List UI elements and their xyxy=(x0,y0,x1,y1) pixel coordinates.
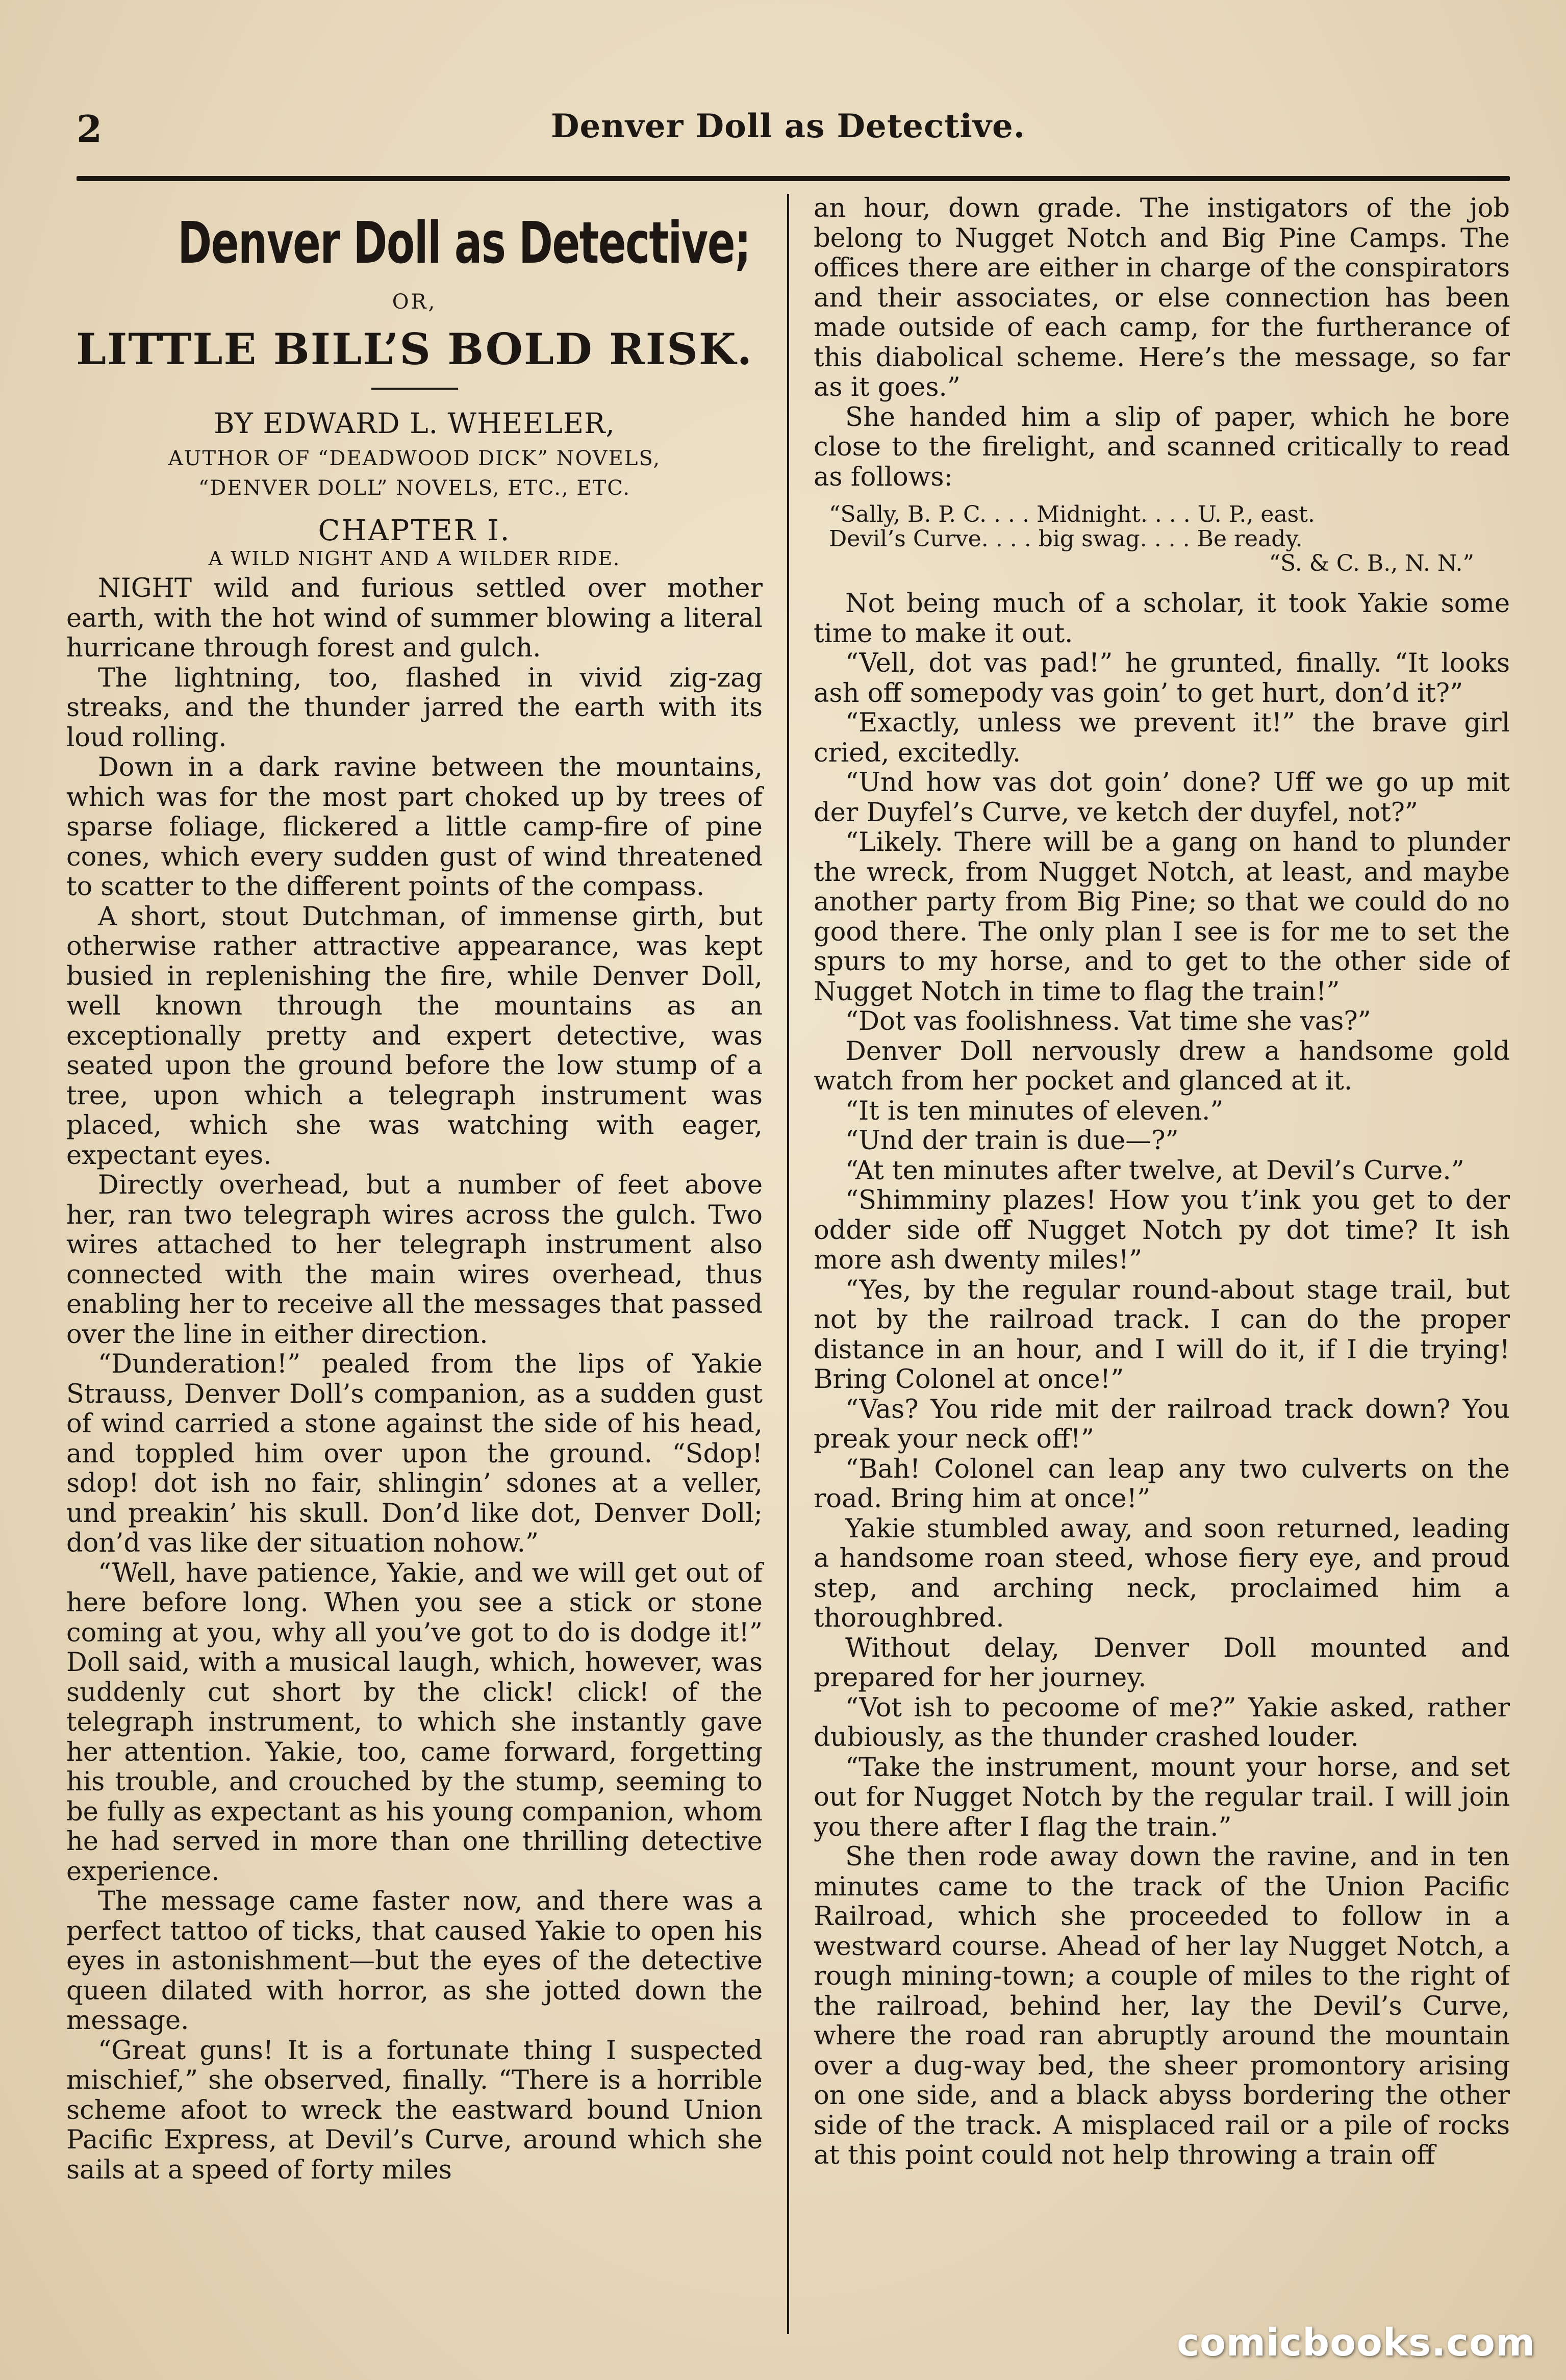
author-credit-line-2: “DENVER DOLL” NOVELS, ETC., ETC. xyxy=(198,476,631,500)
running-head xyxy=(71,107,1505,153)
left-column xyxy=(66,194,778,2334)
author-credit xyxy=(66,444,763,503)
telegram-signature: “S. & C. B., N. N.” xyxy=(1269,550,1474,576)
paragraph: She then rode away down the ravine, and in ten minutes came to the track of the Union Pacific Railroad, which she proceeded to follow in a westward course. Ahead of her lay Nugget Notch, a rough mining-town; a couple of miles to the right of the railroad, behind her, lay the Devil’s Curve, where the road ran abruptly around the mountain over a dug-way bed, the sheer promontory arising on one side, and a black abyss bordering the other side of the track. A misplaced rail or a pile of rocks at this point could not help throwing a train off xyxy=(814,1842,1510,2170)
title-block xyxy=(66,194,763,570)
paragraph: “Bah! Colonel can leap any two culverts on the road. Bring him at once!” xyxy=(814,1454,1510,1514)
paragraph-continued: an hour, down grade. The instigators of the job belong to Nugget Notch and Big Pine Camps. The offices there are either in charge of the conspirators and their associates, or else connection has been made outside of each camp, for the furtherance of this diabolical scheme. Here’s the message, so far as it goes.” xyxy=(814,194,1510,402)
paragraph: The lightning, too, flashed in vivid zig-zag streaks, and the thunder jarred the earth with its loud rolling. xyxy=(66,663,763,753)
paragraph: “Und how vas dot goin’ done? Uff we go up mit der Duyfel’s Curve, ve ketch der duyfel, not?” xyxy=(814,768,1510,828)
byline: BY EDWARD L. WHEELER, xyxy=(214,407,615,440)
running-title: Denver Doll as Detective. xyxy=(550,107,1026,145)
author-credit-line-1: AUTHOR OF “DEADWOOD DICK” NOVELS, xyxy=(168,447,661,470)
paragraph: NIGHT wild and furious settled over mother earth, with the hot wind of summer blowing a literal hurricane through forest and gulch. xyxy=(66,573,763,663)
paragraph: She handed him a slip of paper, which he bore close to the firelight, and scanned critically to read as follows: xyxy=(814,402,1510,492)
story-title: Denver Doll as Detective; xyxy=(178,210,750,276)
column-divider xyxy=(787,194,789,2334)
text-columns xyxy=(66,194,1520,2334)
paragraph: “Take the instrument, mount your horse, and set out for Nugget Notch by the regular trail. I will join you there after I flag the train.” xyxy=(814,1752,1510,1842)
paragraph: “Vell, dot vas pad!” he grunted, finally. “It looks ash off somepody vas goin’ to get hurt, don’d it?” xyxy=(814,648,1510,708)
paragraph: “Exactly, unless we prevent it!” the brave girl cried, excitedly. xyxy=(814,708,1510,768)
paragraph: “Well, have patience, Yakie, and we will get out of here before long. When you see a stick or stone coming at you, why all you’ve got to do is dodge it!” Doll said, with a musical laugh, which, however, was suddenly cut short by the click! click! of the telegraph instrument, to which she instantly gave her attention. Yakie, too, came forward, forgetting his trouble, and crouched by the stump, seeming to be fully as expectant as his young companion, whom he had served in more than one thrilling detective experience. xyxy=(66,1558,763,1887)
paragraph: The message came faster now, and there was a perfect tattoo of ticks, that caused Yakie to open his eyes in astonishment—but the eyes of the detective queen dilated with horror, as she jotted down the message. xyxy=(66,1886,763,2036)
paragraph: “At ten minutes after twelve, at Devil’s Curve.” xyxy=(845,1155,1464,1186)
paragraph: “Dunderation!” pealed from the lips of Yakie Strauss, Denver Doll’s companion, as a sudden gust of wind carried a stone against the side of his head, and toppled him over upon the ground. “Sdop! sdop! dot ish no fair, shlingin’ sdones at a veller, und preakin’ his skull. Don’d like dot, Denver Doll; don’d vas like der situation nohow.” xyxy=(66,1349,763,1558)
paragraph: Not being much of a scholar, it took Yakie some time to make it out. xyxy=(814,589,1510,649)
paragraph: Down in a dark ravine between the mountains, which was for the most part choked up by trees of sparse foliage, flickered a little camp-fire of pine cones, which every sudden gust of wind threatened to scatter to the different points of the compass. xyxy=(66,752,763,902)
paragraph: “Yes, by the regular round-about stage trail, but not by the railroad track. I can do the proper distance in an hour, and I will do it, if I die trying! Bring Colonel at once!” xyxy=(814,1275,1510,1395)
alternate-title: LITTLE BILL’S BOLD RISK. xyxy=(75,324,753,374)
telegram-line-2: Devil’s Curve. . . . big swag. . . . Be ready. xyxy=(829,526,1303,552)
page-number: 2 xyxy=(77,107,103,150)
telegram-message xyxy=(814,492,1510,589)
paragraph: “Dot vas foolishness. Vat time she vas?” xyxy=(845,1006,1371,1036)
title-rule xyxy=(371,388,458,390)
paragraph: “Great guns! It is a fortunate thing I suspected mischief,” she observed, finally. “There is a horrible scheme afoot to wreck the eastward bound Union Pacific Express, at Devil’s Curve, around which she sails at a speed of forty miles xyxy=(66,2035,763,2185)
paragraph: “Shimminy plazes! How you t’ink you get to der odder side off Nugget Notch py dot time? It ish more ash dwenty miles!” xyxy=(814,1185,1510,1275)
telegram-line-1: “Sally, B. P. C. . . . Midnight. . . . U. P., east. xyxy=(829,501,1315,527)
paragraph: “Vot ish to pecoome of me?” Yakie asked, rather dubiously, as the thunder crashed louder. xyxy=(814,1692,1510,1753)
chapter-heading: CHAPTER I. xyxy=(318,514,511,547)
paragraph: Without delay, Denver Doll mounted and prepared for her journey. xyxy=(814,1633,1510,1693)
paragraph: Directly overhead, but a number of feet above her, ran two telegraph wires across the gulch. Two wires attached to her telegraph instrument also connected with the main wires overhead, thus enabling her to receive all the messages that passed over the line in either direction. xyxy=(66,1170,763,1350)
chapter-subtitle: A WILD NIGHT AND A WILDER RIDE. xyxy=(208,547,621,570)
paragraph: “Und der train is due—?” xyxy=(845,1126,1179,1156)
paragraph: Denver Doll nervously drew a handsome gold watch from her pocket and glanced at it. xyxy=(814,1036,1510,1096)
paragraph: “It is ten minutes of eleven.” xyxy=(845,1096,1224,1126)
paragraph: “Vas? You ride mit der railroad track down? You preak your neck off!” xyxy=(814,1394,1510,1454)
or-text: OR, xyxy=(392,290,437,314)
watermark: comicbooks.com xyxy=(1177,2321,1535,2365)
right-column xyxy=(798,194,1510,2334)
paragraph: A short, stout Dutchman, of immense girth, but otherwise rather attractive appearance, was kept busied in replenishing the fire, while Denver Doll, well known through the mountains as an exceptionally pretty and expert detective, was seated upon the ground before the low stump of a tree, upon which a telegraph instrument was placed, which she was watching with eager, expectant eyes. xyxy=(66,901,763,1171)
paragraph: “Likely. There will be a gang on hand to plunder the wreck, from Nugget Notch, at least, and maybe another party from Big Pine; so that we could do no good there. The only plan I see is for me to set the spurs to my horse, and to get to the other side of Nugget Notch in time to flag the train!” xyxy=(814,827,1510,1007)
header-rule xyxy=(77,176,1510,181)
paragraph: Yakie stumbled away, and soon returned, leading a handsome roan steed, whose fiery eye, and proud step, and arching neck, proclaimed him a thoroughbred. xyxy=(814,1513,1510,1633)
